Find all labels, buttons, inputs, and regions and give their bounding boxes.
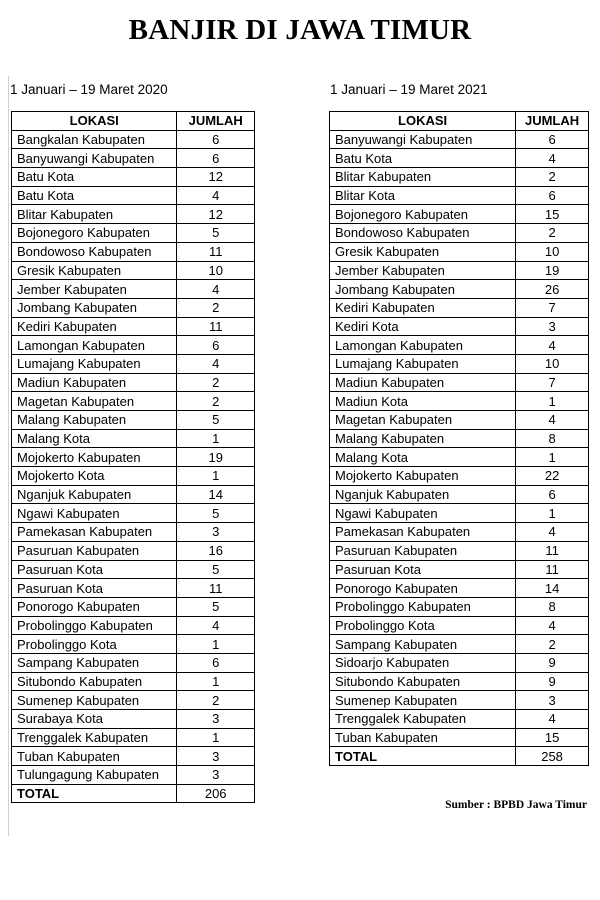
table-row — [12, 728, 255, 747]
total-label: TOTAL — [12, 784, 177, 803]
location-cell: Batu Kota — [12, 168, 177, 187]
table-row — [12, 130, 255, 149]
total-label: TOTAL — [330, 747, 516, 766]
table-row — [12, 261, 255, 280]
count-cell: 2 — [177, 691, 255, 710]
count-cell: 26 — [516, 280, 589, 299]
count-cell: 6 — [177, 653, 255, 672]
count-cell: 6 — [516, 186, 589, 205]
location-cell: Ngawi Kabupaten — [330, 504, 516, 523]
table-row — [330, 205, 589, 224]
location-cell: Kediri Kabupaten — [330, 298, 516, 317]
count-cell: 6 — [177, 130, 255, 149]
table-row — [12, 336, 255, 355]
source-note: Sumber : BPBD Jawa Timur — [445, 799, 587, 811]
location-cell: Blitar Kabupaten — [12, 205, 177, 224]
flood-table-2020 — [11, 111, 255, 803]
table-row — [12, 317, 255, 336]
location-cell: Tuban Kabupaten — [330, 728, 516, 747]
location-cell: Trenggalek Kabupaten — [330, 710, 516, 729]
table-row — [330, 579, 589, 598]
count-cell: 12 — [177, 205, 255, 224]
count-cell: 5 — [177, 504, 255, 523]
count-cell: 11 — [177, 579, 255, 598]
table-row — [330, 467, 589, 486]
table-row — [12, 653, 255, 672]
count-cell: 4 — [516, 411, 589, 430]
table-row — [330, 504, 589, 523]
count-cell: 4 — [516, 336, 589, 355]
location-cell: Madiun Kota — [330, 392, 516, 411]
table-row — [12, 392, 255, 411]
count-cell: 11 — [177, 317, 255, 336]
count-cell: 4 — [177, 186, 255, 205]
table-row — [12, 467, 255, 486]
location-cell: Tulungagung Kabupaten — [12, 766, 177, 785]
count-cell: 10 — [516, 354, 589, 373]
table-row — [330, 261, 589, 280]
location-cell: Madiun Kabupaten — [330, 373, 516, 392]
table-row — [330, 373, 589, 392]
location-cell: Mojokerto Kabupaten — [12, 448, 177, 467]
count-cell: 3 — [516, 691, 589, 710]
location-cell: Jombang Kabupaten — [12, 298, 177, 317]
count-cell: 3 — [177, 523, 255, 542]
location-cell: Sampang Kabupaten — [12, 653, 177, 672]
location-cell: Gresik Kabupaten — [12, 261, 177, 280]
location-cell: Malang Kota — [330, 448, 516, 467]
table-row — [330, 317, 589, 336]
location-cell: Mojokerto Kabupaten — [330, 467, 516, 486]
location-cell: Sampang Kabupaten — [330, 635, 516, 654]
count-cell: 7 — [516, 298, 589, 317]
table-row — [330, 336, 589, 355]
location-cell: Sumenep Kabupaten — [12, 691, 177, 710]
table-row — [330, 224, 589, 243]
location-cell: Probolinggo Kota — [12, 635, 177, 654]
period-2020-label: 1 Januari – 19 Maret 2020 — [10, 82, 168, 97]
location-cell: Pamekasan Kabupaten — [12, 523, 177, 542]
location-cell: Pasuruan Kabupaten — [330, 541, 516, 560]
table-row — [330, 411, 589, 430]
table-row — [330, 597, 589, 616]
table-row — [12, 298, 255, 317]
table-row — [330, 728, 589, 747]
count-cell: 6 — [516, 485, 589, 504]
location-cell: Pasuruan Kota — [330, 560, 516, 579]
location-cell: Nganjuk Kabupaten — [12, 485, 177, 504]
location-cell: Kediri Kabupaten — [12, 317, 177, 336]
count-cell: 4 — [516, 710, 589, 729]
flood-table-2021 — [329, 111, 589, 766]
table-row — [12, 224, 255, 243]
table-row — [330, 168, 589, 187]
total-value: 206 — [177, 784, 255, 803]
table-row — [12, 560, 255, 579]
count-cell: 4 — [177, 616, 255, 635]
table-row — [330, 541, 589, 560]
count-cell: 1 — [516, 392, 589, 411]
count-cell: 9 — [516, 653, 589, 672]
location-cell: Jember Kabupaten — [12, 280, 177, 299]
location-cell: Tuban Kabupaten — [12, 747, 177, 766]
count-cell: 3 — [177, 766, 255, 785]
table-row — [12, 280, 255, 299]
count-cell: 5 — [177, 597, 255, 616]
location-cell: Ponorogo Kabupaten — [330, 579, 516, 598]
table-row — [12, 766, 255, 785]
location-cell: Nganjuk Kabupaten — [330, 485, 516, 504]
count-cell: 2 — [516, 224, 589, 243]
table-row — [330, 392, 589, 411]
location-cell: Blitar Kota — [330, 186, 516, 205]
count-cell: 1 — [177, 429, 255, 448]
table-row — [12, 635, 255, 654]
table-row — [12, 597, 255, 616]
location-cell: Banyuwangi Kabupaten — [12, 149, 177, 168]
location-cell: Lamongan Kabupaten — [12, 336, 177, 355]
location-cell: Magetan Kabupaten — [330, 411, 516, 430]
table-row — [330, 354, 589, 373]
count-cell: 2 — [177, 373, 255, 392]
location-cell: Pasuruan Kabupaten — [12, 541, 177, 560]
count-cell: 14 — [516, 579, 589, 598]
count-cell: 10 — [516, 242, 589, 261]
column-header-count: JUMLAH — [516, 112, 589, 131]
table-row — [12, 186, 255, 205]
period-2021-label: 1 Januari – 19 Maret 2021 — [330, 82, 488, 97]
table-row — [330, 672, 589, 691]
table-row — [330, 691, 589, 710]
count-cell: 1 — [177, 467, 255, 486]
table-row — [330, 186, 589, 205]
location-cell: Probolinggo Kabupaten — [330, 597, 516, 616]
table-body — [330, 130, 589, 765]
table-row — [330, 280, 589, 299]
count-cell: 11 — [516, 541, 589, 560]
count-cell: 3 — [177, 747, 255, 766]
location-cell: Sumenep Kabupaten — [330, 691, 516, 710]
count-cell: 1 — [516, 504, 589, 523]
count-cell: 9 — [516, 672, 589, 691]
location-cell: Bojonegoro Kabupaten — [12, 224, 177, 243]
count-cell: 4 — [516, 149, 589, 168]
count-cell: 15 — [516, 728, 589, 747]
count-cell: 4 — [516, 616, 589, 635]
table-row — [12, 373, 255, 392]
table-row — [330, 653, 589, 672]
table-row — [12, 448, 255, 467]
table-row — [330, 710, 589, 729]
location-cell: Surabaya Kota — [12, 710, 177, 729]
count-cell: 3 — [177, 710, 255, 729]
location-cell: Banyuwangi Kabupaten — [330, 130, 516, 149]
table-row — [330, 616, 589, 635]
count-cell: 2 — [177, 392, 255, 411]
location-cell: Malang Kota — [12, 429, 177, 448]
location-cell: Ponorogo Kabupaten — [12, 597, 177, 616]
count-cell: 19 — [177, 448, 255, 467]
table-row — [330, 298, 589, 317]
table-row — [12, 205, 255, 224]
table-row — [330, 560, 589, 579]
total-row — [330, 747, 589, 766]
count-cell: 14 — [177, 485, 255, 504]
count-cell: 1 — [177, 728, 255, 747]
location-cell: Mojokerto Kota — [12, 467, 177, 486]
total-value: 258 — [516, 747, 589, 766]
location-cell: Pasuruan Kota — [12, 560, 177, 579]
count-cell: 6 — [177, 336, 255, 355]
count-cell: 8 — [516, 597, 589, 616]
table-row — [12, 523, 255, 542]
count-cell: 4 — [177, 354, 255, 373]
table-row — [12, 691, 255, 710]
table-row — [12, 429, 255, 448]
table-row — [12, 579, 255, 598]
location-cell: Jombang Kabupaten — [330, 280, 516, 299]
location-cell: Trenggalek Kabupaten — [12, 728, 177, 747]
location-cell: Probolinggo Kota — [330, 616, 516, 635]
location-cell: Sidoarjo Kabupaten — [330, 653, 516, 672]
table-row — [330, 149, 589, 168]
table-row — [12, 504, 255, 523]
count-cell: 12 — [177, 168, 255, 187]
location-cell: Pamekasan Kabupaten — [330, 523, 516, 542]
count-cell: 2 — [177, 298, 255, 317]
table-row — [12, 672, 255, 691]
location-cell: Malang Kabupaten — [12, 411, 177, 430]
count-cell: 2 — [516, 635, 589, 654]
table-row — [12, 541, 255, 560]
count-cell: 1 — [516, 448, 589, 467]
count-cell: 8 — [516, 429, 589, 448]
count-cell: 3 — [516, 317, 589, 336]
location-cell: Malang Kabupaten — [330, 429, 516, 448]
count-cell: 10 — [177, 261, 255, 280]
column-header-location: LOKASI — [330, 112, 516, 131]
table-row — [12, 411, 255, 430]
table-body — [12, 130, 255, 803]
table-row — [330, 429, 589, 448]
location-cell: Madiun Kabupaten — [12, 373, 177, 392]
count-cell: 19 — [516, 261, 589, 280]
count-cell: 11 — [177, 242, 255, 261]
location-cell: Bangkalan Kabupaten — [12, 130, 177, 149]
location-cell: Gresik Kabupaten — [330, 242, 516, 261]
count-cell: 11 — [516, 560, 589, 579]
count-cell: 22 — [516, 467, 589, 486]
location-cell: Jember Kabupaten — [330, 261, 516, 280]
table-header-row — [330, 112, 589, 131]
count-cell: 5 — [177, 224, 255, 243]
table-row — [12, 616, 255, 635]
table-row — [12, 485, 255, 504]
table-row — [12, 149, 255, 168]
count-cell: 1 — [177, 635, 255, 654]
count-cell: 4 — [177, 280, 255, 299]
location-cell: Batu Kota — [330, 149, 516, 168]
table-row — [330, 130, 589, 149]
table-row — [330, 635, 589, 654]
table-row — [12, 710, 255, 729]
count-cell: 7 — [516, 373, 589, 392]
total-row — [12, 784, 255, 803]
location-cell: Lamongan Kabupaten — [330, 336, 516, 355]
column-header-count: JUMLAH — [177, 112, 255, 131]
table-row — [330, 242, 589, 261]
count-cell: 6 — [177, 149, 255, 168]
count-cell: 15 — [516, 205, 589, 224]
location-cell: Situbondo Kabupaten — [12, 672, 177, 691]
count-cell: 5 — [177, 560, 255, 579]
count-cell: 4 — [516, 523, 589, 542]
location-cell: Bondowoso Kabupaten — [330, 224, 516, 243]
page-title: BANJIR DI JAWA TIMUR — [128, 14, 472, 46]
count-cell: 6 — [516, 130, 589, 149]
location-cell: Blitar Kabupaten — [330, 168, 516, 187]
count-cell: 2 — [516, 168, 589, 187]
count-cell: 5 — [177, 411, 255, 430]
location-cell: Magetan Kabupaten — [12, 392, 177, 411]
table-row — [12, 242, 255, 261]
location-cell: Lumajang Kabupaten — [12, 354, 177, 373]
left-margin-rule — [8, 76, 9, 836]
column-header-location: LOKASI — [12, 112, 177, 131]
table-row — [12, 747, 255, 766]
location-cell: Probolinggo Kabupaten — [12, 616, 177, 635]
table-row — [12, 354, 255, 373]
location-cell: Bondowoso Kabupaten — [12, 242, 177, 261]
location-cell: Ngawi Kabupaten — [12, 504, 177, 523]
table-row — [330, 485, 589, 504]
table-row — [12, 168, 255, 187]
table-row — [330, 448, 589, 467]
table-row — [330, 523, 589, 542]
location-cell: Kediri Kota — [330, 317, 516, 336]
location-cell: Situbondo Kabupaten — [330, 672, 516, 691]
count-cell: 1 — [177, 672, 255, 691]
location-cell: Batu Kota — [12, 186, 177, 205]
location-cell: Pasuruan Kota — [12, 579, 177, 598]
location-cell: Bojonegoro Kabupaten — [330, 205, 516, 224]
table-header-row — [12, 112, 255, 131]
count-cell: 16 — [177, 541, 255, 560]
location-cell: Lumajang Kabupaten — [330, 354, 516, 373]
